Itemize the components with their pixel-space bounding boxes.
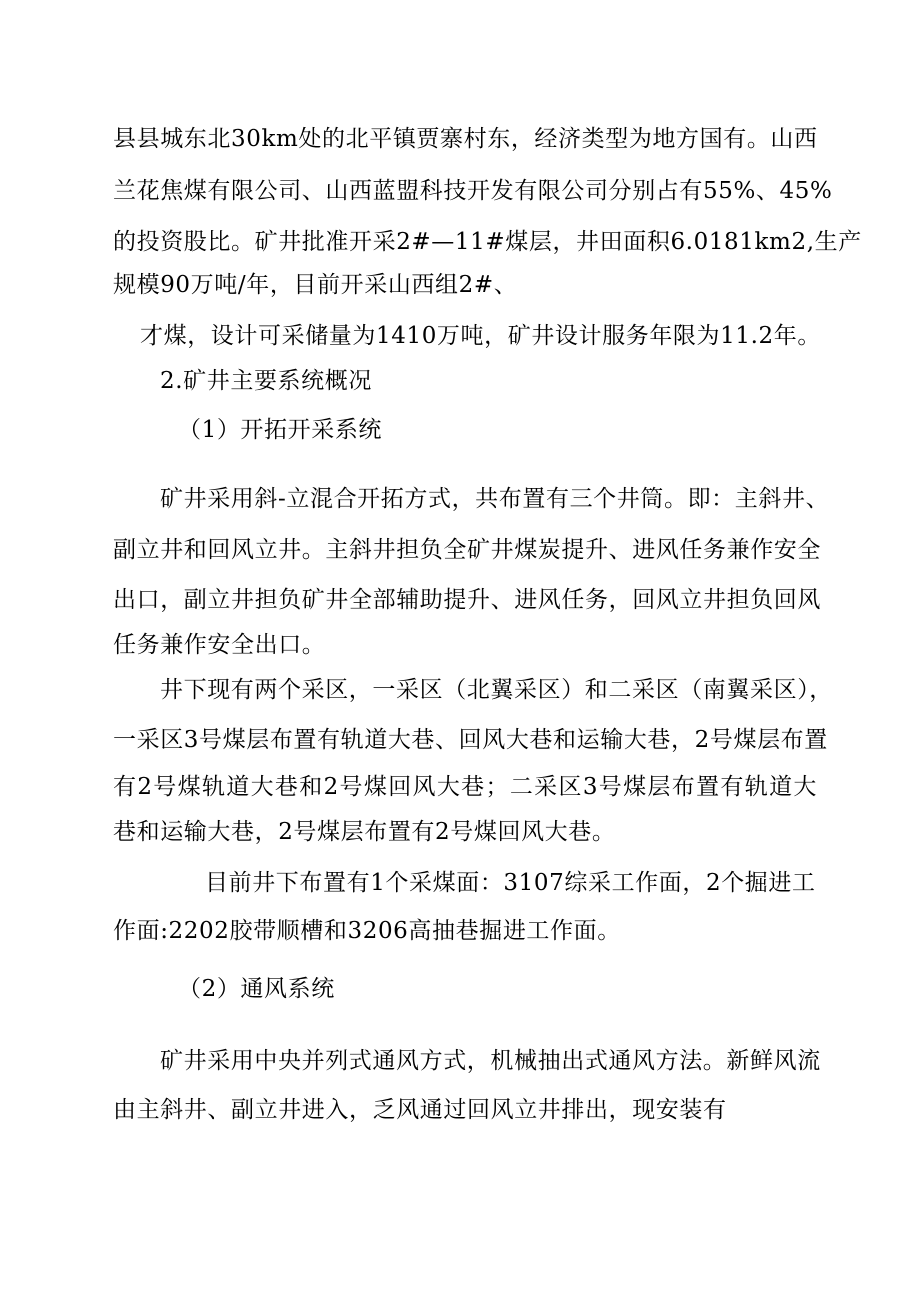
paragraph-line: 任务兼作安全出口。 xyxy=(113,632,326,658)
paragraph-line: 规模90万吨/年，目前开采山西组2#、 xyxy=(113,272,518,298)
paragraph-line: 一采区3号煤层布置有轨道大巷、回风大巷和运输大巷，2号煤层布置 xyxy=(113,727,828,753)
subsection-heading: （1）开拓开采系统 xyxy=(178,417,383,443)
paragraph-line: 目前井下布置有1个采煤面：3107综采工作面，2个掘进工 xyxy=(205,870,816,896)
paragraph-line: 副立井和回风立井。主斜井担负全矿井煤炭提升、进风任务兼作安全 xyxy=(113,537,821,563)
paragraph-line: 井下现有两个采区，一采区（北翼采区）和二采区（南翼采区）， xyxy=(160,677,833,703)
paragraph-line: 巷和运输大巷，2号煤层布置有2号煤回风大巷。 xyxy=(113,819,616,845)
paragraph-line: 兰花焦煤有限公司、山西蓝盟科技开发有限公司分别占有55%、45% xyxy=(113,178,833,204)
paragraph-line: 县县城东北30km处的北平镇贾寨村东，经济类型为地方国有。山西 xyxy=(113,126,818,152)
paragraph-line: 矿井采用斜-立混合开拓方式，共布置有三个井筒。即：主斜井、 xyxy=(160,486,830,512)
paragraph-line: 出口，副立井担负矿井全部辅助提升、进风任务，回风立井担负回风 xyxy=(113,587,821,613)
subsection-heading: （2）通风系统 xyxy=(178,976,335,1002)
paragraph-line: 作面:2202胶带顺槽和3206高抽巷掘进工作面。 xyxy=(113,918,621,944)
paragraph-line: 由主斜井、副立井进入，乏风通过回风立井排出，现安装有 xyxy=(113,1097,727,1123)
paragraph-line: 矿井采用中央并列式通风方式，机械抽出式通风方法。新鲜风流 xyxy=(160,1048,821,1074)
section-heading: 2.矿井主要系统概况 xyxy=(160,368,372,394)
paragraph-line: 才煤，设计可采储量为1410万吨，矿井设计服务年限为11.2年。 xyxy=(140,323,821,349)
paragraph-line: 有2号煤轨道大巷和2号煤回风大巷；二采区3号煤层布置有轨道大 xyxy=(113,774,817,800)
paragraph-line: 的投资股比。矿井批准开采2#—11#煤层，井田面积6.0181km2,生产 xyxy=(113,229,862,255)
